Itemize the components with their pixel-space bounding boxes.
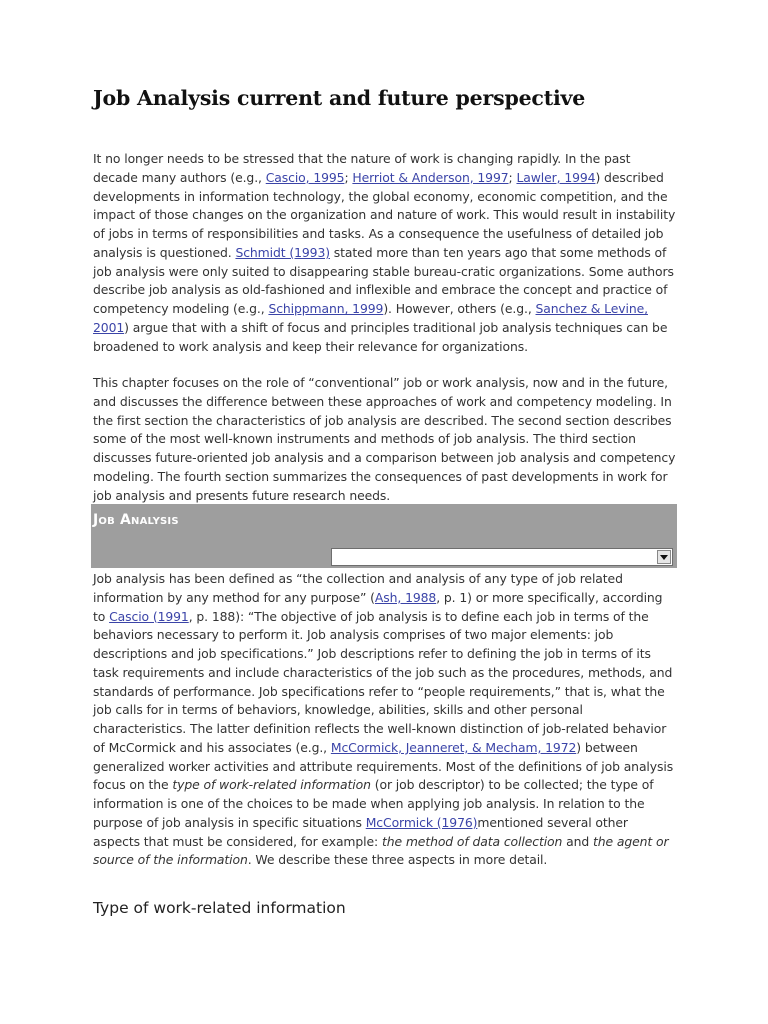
citation-link[interactable]: McCormick (1976) xyxy=(365,814,478,830)
page-title: Job Analysis current and future perspective xyxy=(93,86,586,110)
emphasis-text: the agent or source of the information xyxy=(93,833,669,868)
intro-paragraph-1: It no longer needs to be stressed that the nature of work is changing rapidly. In the past decade many authors (e.g., Cascio, 1995; Herriot & Anderson, 1997; Lawler, 1994) described developments in information technology, the global economy, economic competition, and the impact of those changes on the organization and nature of work. This would result in instability of jobs in terms of responsibilities and tasks. As a consequence the usefulness of detailed job analysis is questioned. Schmidt (1993) stated more than ten years ago that some methods of job analysis were only suited to disappearing stable bureau-cratic organizations. Some authors describe job analysis as old-fashioned and inflexible and embrace the concept and practice of competency modeling (e.g., Schippmann, 1999). However, others (e.g., Sanchez & Levine, 2001) argue that with a shift of focus and principles traditional job analysis techniques can be broadened to work analysis and keep their relevance for organizations. xyxy=(93,151,676,354)
triangle-down-icon xyxy=(660,555,668,560)
emphasis-text: type of work-related information xyxy=(172,777,371,793)
dropdown-button[interactable] xyxy=(657,550,671,564)
citation-link[interactable]: Cascio, 1995 xyxy=(265,169,345,185)
citation-link[interactable]: Ash, 1988 xyxy=(374,589,437,605)
citation-link[interactable]: Herriot & Anderson, 1997 xyxy=(352,169,509,185)
citation-link[interactable]: Cascio (1991 xyxy=(109,608,189,624)
subheading: Type of work-related information xyxy=(93,899,346,917)
intro-paragraph-2: This chapter focuses on the role of “conventional” job or work analysis, now and in the future, and discusses the difference between these approaches of work and competency modeling. In the first section the characteristics of job analysis are described. The second section describes some of the most well-known instruments and methods of job analysis. The third section discusses future-oriented job analysis and a comparison between job analysis and competency modeling. The fourth section summarizes the consequences of past developments in work for job analysis and presents future research needs. xyxy=(93,375,676,503)
citation-link[interactable]: McCormick, Jeanneret, & Mecham, 1972 xyxy=(330,739,577,755)
section-title: Job Analysis xyxy=(93,512,179,528)
citation-link[interactable]: Schippmann, 1999 xyxy=(268,301,384,316)
section-header-bar xyxy=(91,504,677,568)
body-paragraph-1: Job analysis has been defined as “the collection and analysis of any type of job related information by any method for any purpose” (Ash, 1988, p. 1) or more specifically, according to Cascio (1991, p. 188): “The objective of job analysis is to define each job in terms of the behaviors necessary to perform it. Job analysis comprises of two major elements: job descriptions and job specifications.” Job descriptions refer to defining the job in terms of its task requirements and include characteristics of the job such as the procedures, methods, and standards of performance. Job specifications refer to “people requirements,” that is, what the job calls for in terms of behaviors, knowledge, abilities, skills and other personal characteristics. The latter definition reflects the well-known distinction of job-related behavior of McCormick and his associates (e.g., McCormick, Jeanneret, & Mecham, 1972) between generalized worker activities and attribute requirements. Most of the definitions of job analysis focus on the type of work-related information (or job descriptor) to be collected; the type of information is one of the choices to be made when applying job analysis. In relation to the purpose of job analysis in specific situations McCormick (1976)mentioned several other aspects that must be considered, for example: the method of data collection and the agent or source of the information. We describe these three aspects in more detail. xyxy=(93,571,674,868)
section-dropdown[interactable] xyxy=(331,548,673,566)
emphasis-text: the method of data collection xyxy=(381,833,563,849)
citation-link[interactable]: Sanchez & Levine, 2001 xyxy=(93,301,648,335)
citation-link[interactable]: Lawler, 1994 xyxy=(516,169,596,185)
citation-link[interactable]: Schmidt (1993) xyxy=(235,244,330,260)
